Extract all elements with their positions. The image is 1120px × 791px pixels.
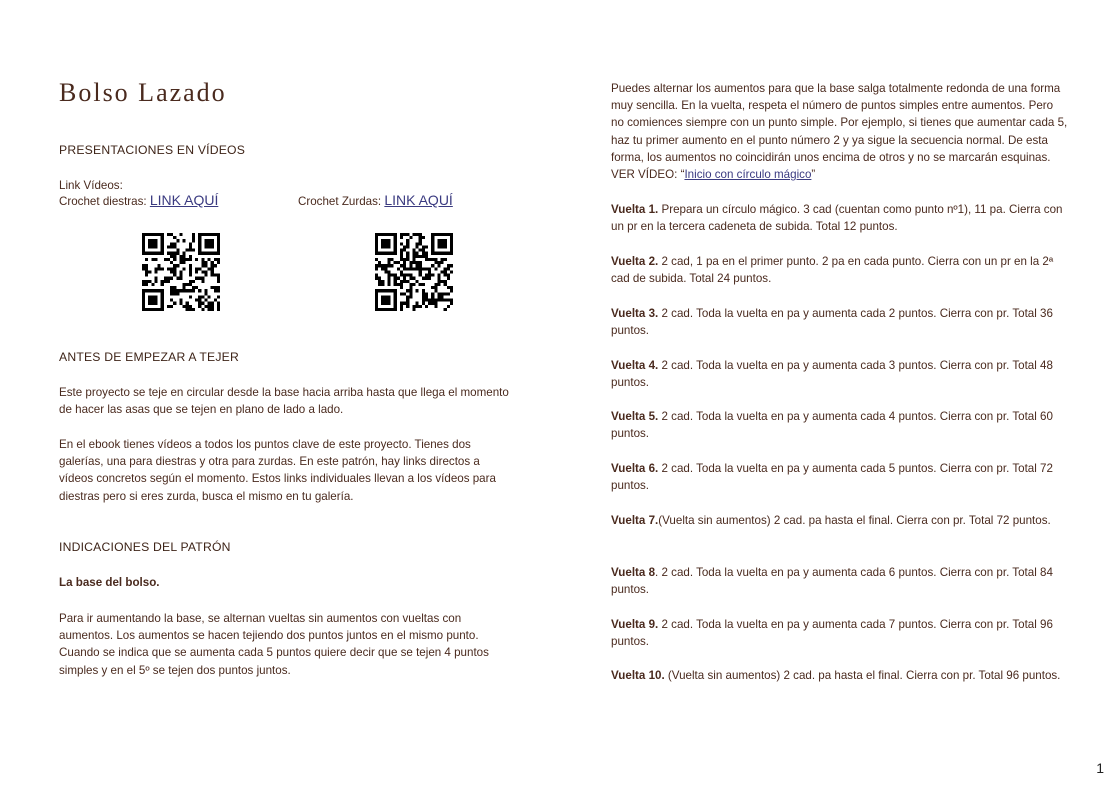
round-label: Vuelta 4. [611, 359, 659, 372]
round-8 [611, 564, 1069, 598]
page-number: 1 [1096, 760, 1104, 776]
antes-heading: ANTES DE EMPEZAR A TEJER [59, 350, 239, 364]
intro-end: ” [811, 168, 816, 182]
round-9 [611, 616, 1069, 650]
round-label: Vuelta 3. [611, 307, 659, 320]
link-videos-label: Link Vídeos: [59, 179, 123, 192]
diestras-row [59, 192, 218, 208]
round-text: 2 cad, 1 pa en el primer punto. 2 pa en cada punto. Cierra con un pr en la 2ª cad de subida. Total 24 puntos. [611, 255, 1054, 286]
round-3 [611, 305, 1069, 339]
round-text: (Vuelta sin aumentos) 2 cad. pa hasta el final. Cierra con pr. Total 96 puntos. [664, 669, 1061, 682]
antes-paragraph-1: Este proyecto se teje en circular desde la base hacia arriba hasta que llega el momento de hacer las asas que se tejen en plano de lado a lado. [59, 386, 509, 417]
intro-video-link[interactable]: Inicio con círculo mágico [684, 168, 812, 182]
round-1 [611, 201, 1069, 235]
round-label: Vuelta 9. [611, 618, 659, 631]
zurdas-video-link[interactable]: LINK AQUÍ [384, 192, 453, 208]
zurdas-label: Crochet Zurdas: [298, 195, 385, 208]
round-label: Vuelta 1. [611, 203, 659, 216]
round-label: Vuelta 5. [611, 410, 659, 423]
round-label: Vuelta 7. [611, 514, 659, 527]
round-text: (Vuelta sin aumentos) 2 cad. pa hasta el final. Cierra con pr. Total 72 puntos. [658, 514, 1051, 527]
round-text: 2 cad. Toda la vuelta en pa y aumenta cada 3 puntos. Cierra con pr. Total 48 puntos. [611, 359, 1053, 390]
round-6 [611, 460, 1069, 494]
round-text: . 2 cad. Toda la vuelta en pa y aumenta cada 6 puntos. Cierra con pr. Total 84 puntos. [611, 566, 1053, 597]
round-text: Prepara un círculo mágico. 3 cad (cuentan como punto nº1), 11 pa. Cierra con un pr en la tercera cadeneta de subida. Total 12 puntos. [611, 203, 1063, 234]
round-text: 2 cad. Toda la vuelta en pa y aumenta cada 7 puntos. Cierra con pr. Total 96 puntos. [611, 618, 1053, 649]
intro-text: Puedes alternar los aumentos para que la base salga totalmente redonda de una forma muy sencilla. En la vuelta, respeta el número de puntos simples entre aumentos. Pero no comiences siempre con un punto simple. Por ejemplo, si tienes que aumentar cada 5, haz tu primer aumento en el punto número 2 y ya sigue la secuencia normal. De esta forma, los aumentos no coincidirán unos encima de otros y no se marcarán esquinas. VER VÍDEO: “ [611, 82, 1068, 182]
round-label: Vuelta 2. [611, 255, 659, 268]
qr-code-diestras-icon[interactable] [142, 233, 220, 311]
round-10 [611, 667, 1069, 684]
round-text: 2 cad. Toda la vuelta en pa y aumenta cada 4 puntos. Cierra con pr. Total 60 puntos. [611, 410, 1053, 441]
base-paragraph: Para ir aumentando la base, se alternan vueltas sin aumentos con vueltas con aumentos. Los aumentos se hacen tejiendo dos puntos juntos en el mismo punto. Cuando se indica que se aumenta cada 5 puntos quiere decir que se tejen 4 puntos simples y en el 5º se tejen dos puntos juntos. [59, 612, 489, 677]
indicaciones-heading: INDICACIONES DEL PATRÓN [59, 540, 231, 554]
page-title: Bolso Lazado [59, 78, 227, 107]
round-text: 2 cad. Toda la vuelta en pa y aumenta cada 2 puntos. Cierra con pr. Total 36 puntos. [611, 307, 1053, 338]
intro-paragraph [611, 80, 1069, 183]
round-5 [611, 408, 1069, 442]
round-7 [611, 512, 1069, 529]
round-label: Vuelta 8 [611, 566, 656, 579]
round-label: Vuelta 6. [611, 462, 659, 475]
zurdas-row [298, 192, 453, 208]
qr-code-zurdas-icon[interactable] [375, 233, 453, 311]
round-text: 2 cad. Toda la vuelta en pa y aumenta cada 5 puntos. Cierra con pr. Total 72 puntos. [611, 462, 1053, 493]
round-2 [611, 253, 1069, 287]
round-4 [611, 357, 1069, 391]
diestras-label: Crochet diestras: [59, 195, 150, 208]
diestras-video-link[interactable]: LINK AQUÍ [149, 192, 219, 208]
videos-heading: PRESENTACIONES EN VÍDEOS [59, 143, 246, 157]
round-label: Vuelta 10. [611, 669, 665, 682]
antes-paragraph-2: En el ebook tienes vídeos a todos los puntos clave de este proyecto. Tienes dos galerías, una para diestras y otra para zurdas. En este patrón, hay links directos a vídeos concretos según el momento. Estos links individuales llevan a los vídeos para diestras pero si eres zurda, busca el mismo en tu galería. [59, 438, 496, 503]
base-subheading: La base del bolso. [59, 576, 160, 589]
